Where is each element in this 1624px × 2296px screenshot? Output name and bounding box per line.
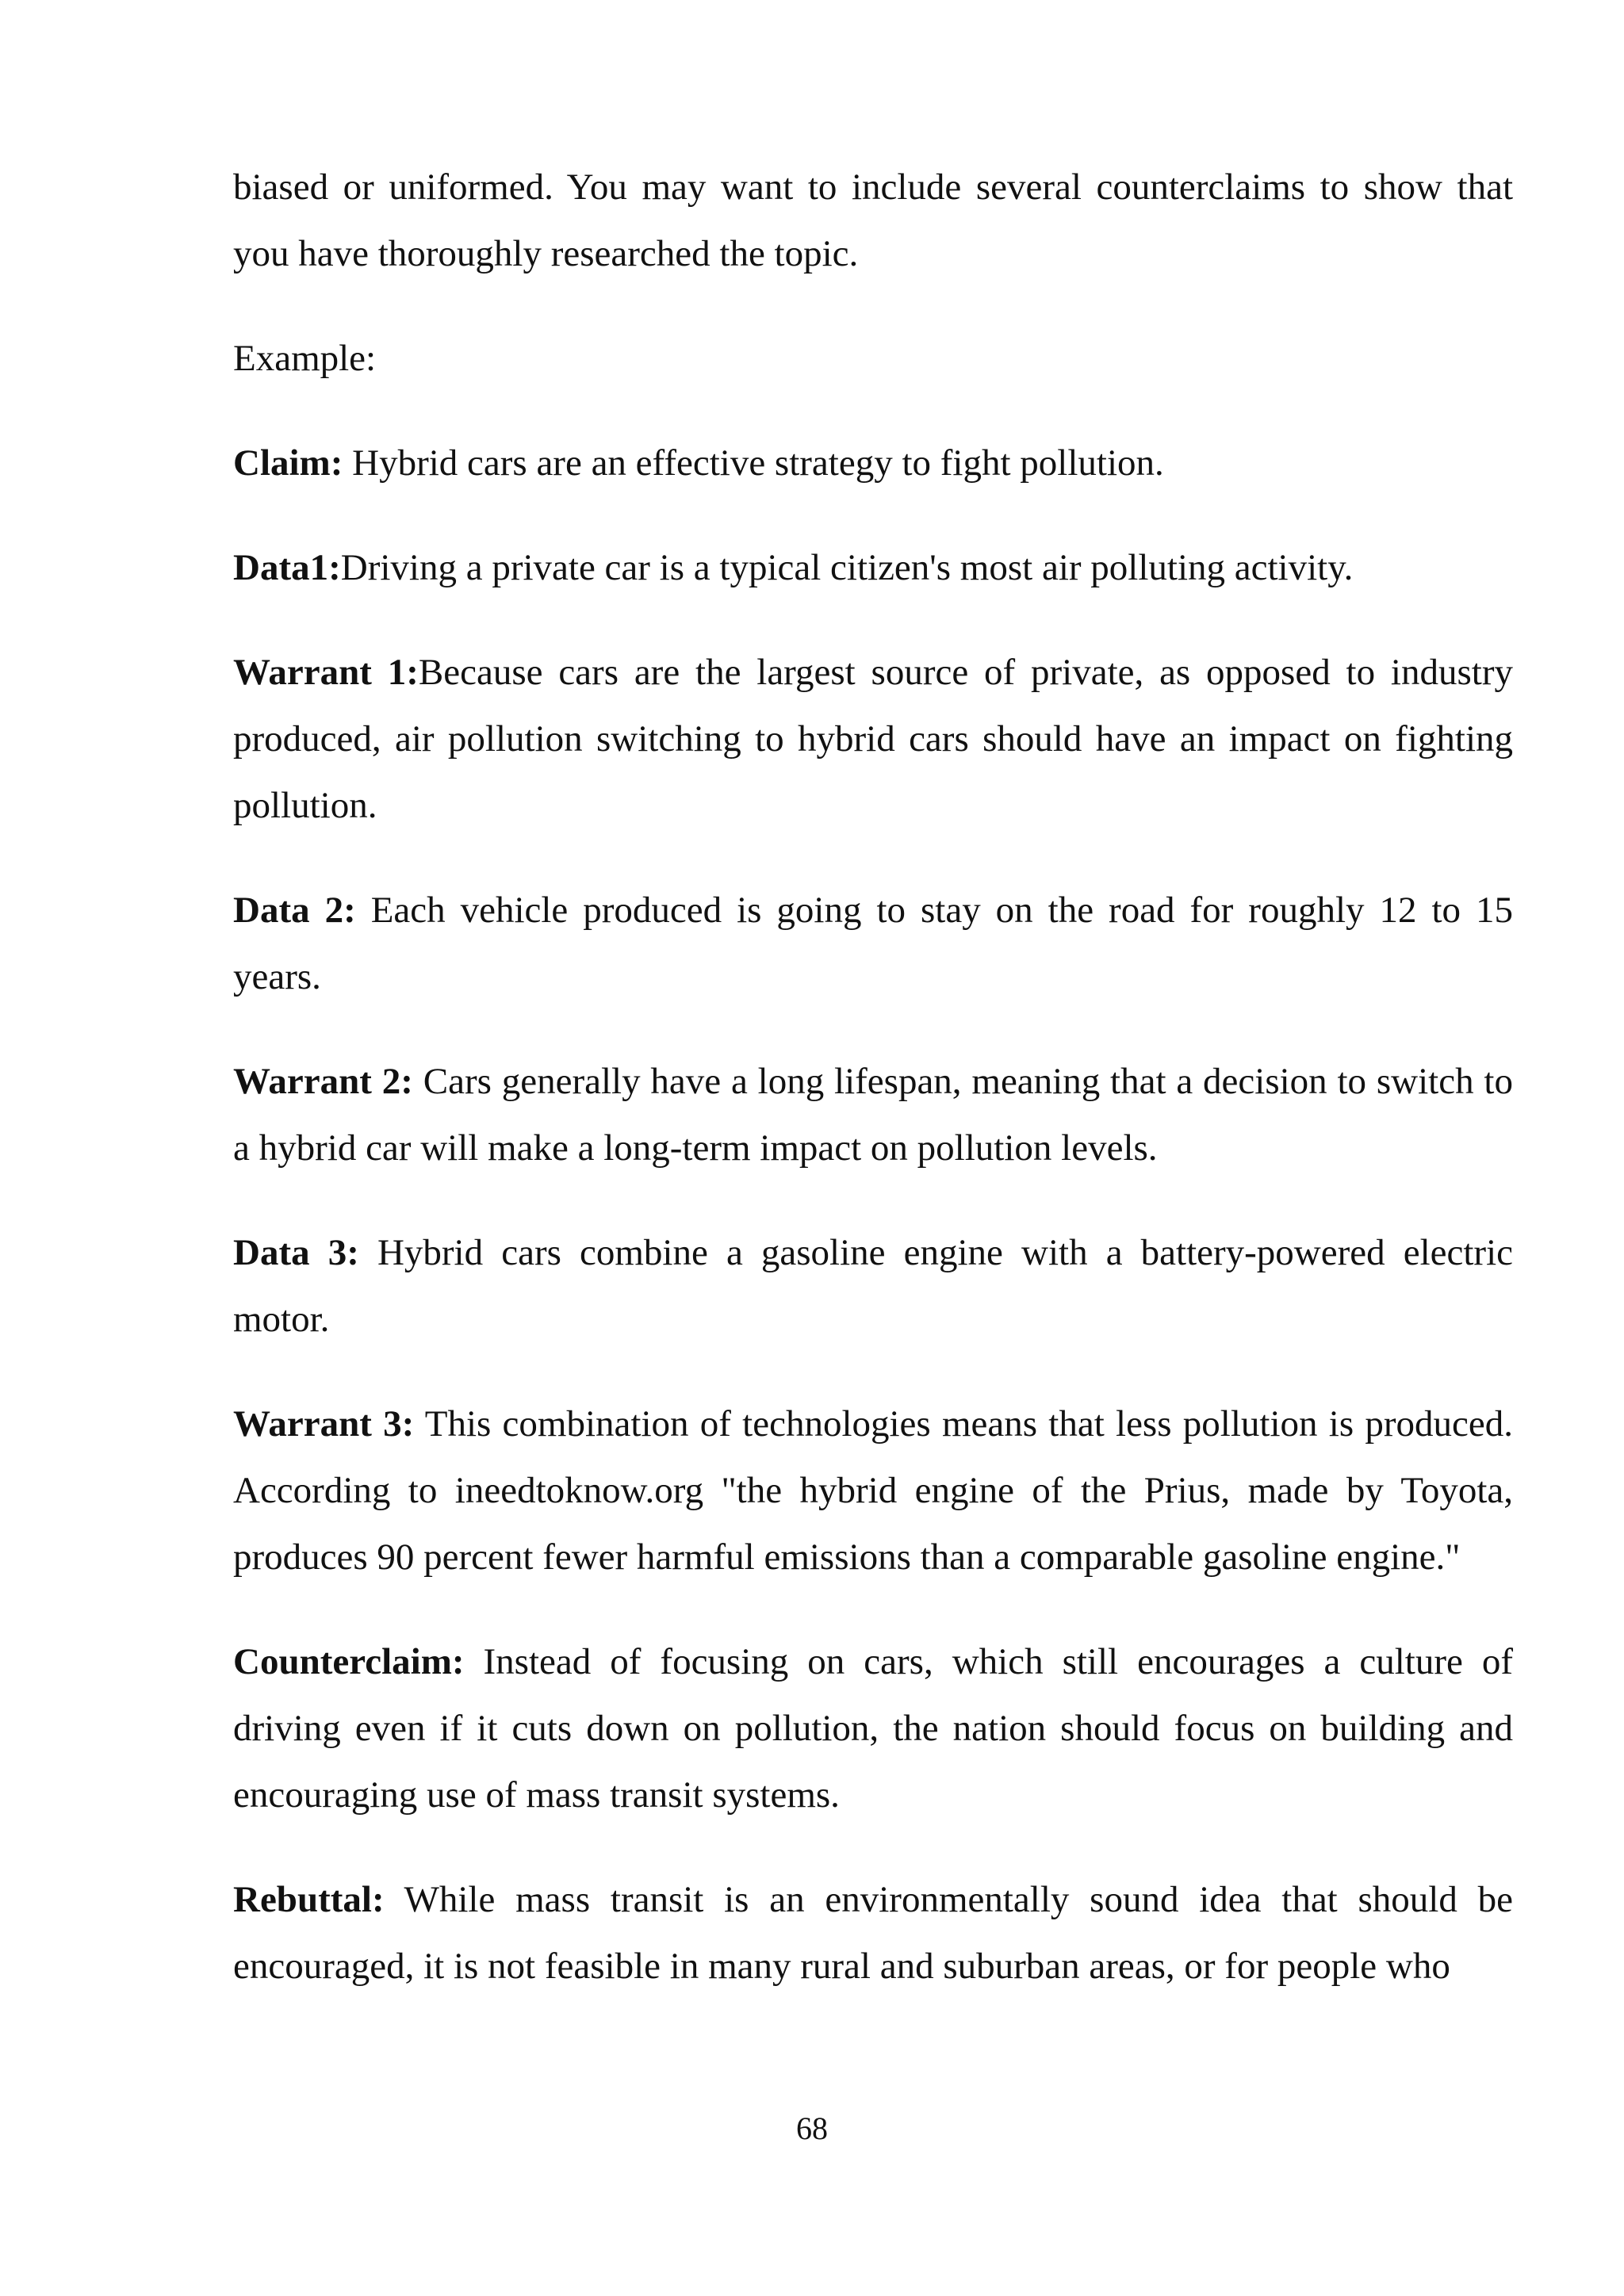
paragraph-rebuttal	[233, 1866, 1513, 1999]
paragraph-label: Warrant 2:	[233, 1061, 413, 1102]
paragraph-label: Warrant 3:	[233, 1403, 415, 1445]
paragraph-text: biased or uniformed. You may want to include several counterclaims to show that you have thoroughly researched the topic.	[233, 166, 1513, 274]
paragraph-data-3	[233, 1219, 1513, 1353]
paragraph-label: Data1:	[233, 547, 341, 588]
paragraph-text: Instead of focusing on cars, which still encourages a culture of driving even if it cuts down on pollution, the nation should focus on building and encouraging use of mass transit systems.	[233, 1641, 1513, 1816]
paragraph-label: Data 2:	[233, 890, 356, 931]
paragraph-text: Because cars are the largest source of private, as opposed to industry produced, air pollution switching to hybrid cars should have an impact on fighting pollution.	[233, 652, 1513, 826]
paragraph-text: Hybrid cars are an effective strategy to fight pollution.	[343, 442, 1164, 484]
paragraph-text: Each vehicle produced is going to stay on the road for roughly 12 to 15 years.	[233, 890, 1513, 997]
paragraph-data-2	[233, 877, 1513, 1010]
paragraph-example-heading	[233, 325, 1513, 392]
paragraph-data-1	[233, 534, 1513, 601]
paragraph-label: Warrant 1:	[233, 652, 419, 693]
paragraph-label: Rebuttal:	[233, 1879, 385, 1920]
paragraph-text: While mass transit is an environmentally sound idea that should be encouraged, it is not feasible in many rural and suburban areas, or for people who	[233, 1879, 1513, 1987]
paragraph-warrant-3	[233, 1391, 1513, 1590]
paragraph-text: Cars generally have a long lifespan, meaning that a decision to switch to a hybrid car will make a long-term impact on pollution levels.	[233, 1061, 1513, 1169]
paragraph-label: Data 3:	[233, 1232, 359, 1273]
paragraph-warrant-2	[233, 1048, 1513, 1181]
paragraph-text: Example:	[233, 338, 377, 379]
paragraph-counterclaim	[233, 1628, 1513, 1828]
paragraph-text: This combination of technologies means that less pollution is produced. According to ineedtoknow.org "the hybrid engine of the Prius, made by Toyota, produces 90 percent fewer harmful emissions than a comparable gasoline engine."	[233, 1403, 1513, 1578]
paragraph-text: Driving a private car is a typical citizen's most air polluting activity.	[340, 547, 1354, 588]
paragraph-claim	[233, 430, 1513, 496]
paragraph-text: Hybrid cars combine a gasoline engine with a battery-powered electric motor.	[233, 1232, 1513, 1340]
body-text	[233, 154, 1513, 2038]
paragraph-intro	[233, 154, 1513, 287]
paragraph-label: Claim:	[233, 442, 343, 484]
paragraph-label: Counterclaim:	[233, 1641, 465, 1682]
paragraph-warrant-1	[233, 639, 1513, 839]
page-number: 68	[796, 2110, 828, 2146]
